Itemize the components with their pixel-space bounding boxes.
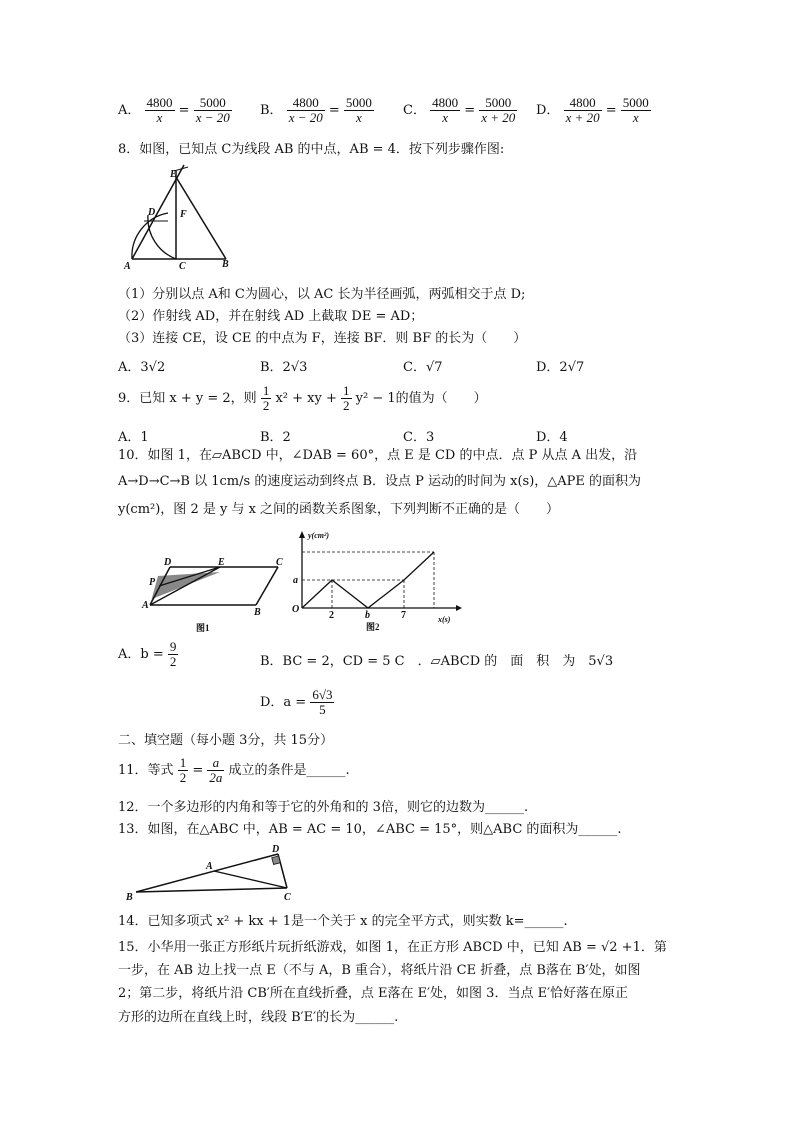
figure-caption: 图2 — [366, 622, 380, 632]
fraction — [564, 96, 602, 125]
q14: 14．已知多项式 x² + kx + 1是一个关于 x 的完全平方式，则实数 k=______. — [118, 914, 568, 929]
fraction — [145, 96, 175, 125]
q7-option-d: D． $\frac{4800}{x + 20}$ = $\frac{5000}{x}$ — [536, 95, 649, 125]
fraction — [344, 96, 374, 125]
q15-line4: 方形的边所在直线上时，线段 B′E′的长为______. — [118, 1010, 399, 1025]
q8-step1: （1）分别以点 A和 C为圆心，以 AC 长为半径画弧，两弧相交于点 D; — [118, 287, 526, 302]
q10-option-a — [118, 640, 178, 669]
q8-figure — [118, 163, 238, 275]
label-b: b — [365, 610, 370, 621]
numerator: 1 — [179, 755, 187, 770]
label-d: D — [164, 557, 172, 568]
fraction — [261, 384, 272, 413]
label-c: C — [179, 261, 186, 272]
section-heading: 二、填空题（每小题 3分，共 15分） — [118, 733, 334, 748]
fraction — [287, 96, 325, 125]
label-a: A — [206, 861, 213, 872]
numerator: 4800 — [564, 96, 602, 111]
label-p: P — [149, 577, 156, 588]
numerator: 9 — [169, 639, 177, 654]
denominator: x — [632, 110, 639, 125]
numerator: 5000 — [194, 96, 232, 111]
label-d: D — [272, 844, 280, 855]
denominator: 5 — [319, 702, 326, 717]
q11-tail: 成立的条件是______. — [228, 763, 350, 778]
label-c: C — [276, 557, 283, 568]
fraction — [621, 96, 651, 125]
q9-expr-b: y² − 1的值为（ ） — [355, 391, 487, 406]
option-label: D．a = — [260, 695, 307, 710]
y-axis-label: y(cm²) — [308, 531, 330, 540]
numerator: 5000 — [479, 96, 517, 111]
q10-line3: y(cm²)，图 2 是 y 与 x 之间的函数关系图象，下列判断不正确的是（ ） — [118, 502, 560, 517]
label-c: C — [284, 892, 291, 903]
q9-lead: 9．已知 x + y = 2，则 — [118, 391, 257, 406]
q9-option-b: B．2 — [260, 430, 291, 445]
numerator: 1 — [262, 383, 270, 398]
q8-stem: 8．如图，已知点 C为线段 AB 的中点，AB = 4．按下列步骤作图: — [118, 142, 505, 157]
q11-lead: 11．等式 — [118, 763, 174, 778]
q9-option-d: D．4 — [536, 430, 568, 445]
q15-line3: 2；第二步，将纸片沿 CB′所在直线折叠，点 E落在 E′处，如图 3．当点 E′恰好落在原正 — [118, 986, 629, 1001]
denominator: x — [442, 110, 448, 125]
label-f: F — [180, 209, 187, 220]
q9-expr-a: x² + xy + — [275, 391, 337, 406]
numerator: 4800 — [287, 96, 325, 111]
q10-figure-2 — [288, 530, 463, 632]
q8-option-c: C．√7 — [403, 360, 443, 375]
q8-step2: （2）作射线 AD，并在射线 AD 上截取 DE = AD； — [118, 309, 424, 324]
denominator: 2 — [343, 398, 350, 413]
fraction — [194, 96, 232, 125]
q7-option-a: A． $\frac{4800}{x}$ = $\frac{5000}{x - 20}$ — [118, 95, 230, 125]
q10-option-b: B．BC = 2，CD = 5 C ．▱ABCD 的 面 积 为 5√3 — [260, 654, 614, 669]
label-b: B — [254, 607, 261, 618]
option-label: D． — [536, 103, 560, 118]
q15-line1: 15．小华用一张正方形纸片玩折纸游戏，如图 1，在正方形 ABCD 中，已知 AB = √2 +1．第 — [118, 940, 667, 955]
label-a: A — [142, 600, 149, 611]
q15-line2: 一步，在 AB 边上找一点 E（不与 A，B 重合），将纸片沿 CE 折叠，点 B落在 B′处，如图 — [118, 963, 641, 978]
fraction — [430, 96, 460, 125]
denominator: x + 20 — [565, 110, 600, 125]
tick-7: 7 — [401, 610, 406, 621]
numerator: 1 — [343, 383, 350, 398]
label-e: E — [170, 169, 177, 180]
denominator: 2 — [179, 770, 187, 785]
label-d: D — [148, 207, 156, 218]
q10-option-d — [260, 688, 334, 717]
denominator: x + 20 — [481, 110, 516, 125]
q8-option-a: A．3√2 — [118, 360, 166, 375]
denominator: x − 20 — [195, 110, 230, 125]
q7-option-c: C． $\frac{4800}{x}$ = $\frac{5000}{x + 20}$ — [403, 95, 516, 125]
denominator: 2 — [262, 398, 270, 413]
option-label: B． — [260, 103, 283, 118]
denominator: x — [156, 110, 163, 125]
label-b: B — [126, 892, 133, 903]
option-label: C． — [403, 103, 426, 118]
denominator: 2a — [209, 770, 223, 785]
denominator: x — [356, 110, 362, 125]
tick-2: 2 — [329, 610, 334, 621]
option-label: A． — [118, 103, 141, 118]
numerator: 6√3 — [312, 687, 333, 702]
q8-option-b: B．2√3 — [260, 360, 308, 375]
q12: 12．一个多边形的内角和等于它的外角和的 3倍，则它的边数为______. — [118, 800, 529, 815]
q10-line1: 10．如图 1，在▱ABCD 中，∠DAB = 60°，点 E 是 CD 的中点．点 P 从点 A 出发，沿 — [118, 448, 638, 463]
numerator: 4800 — [432, 95, 459, 110]
q8-step3: （3）连接 CE，设 CE 的中点为 F，连接 BF．则 BF 的长为（ ） — [118, 331, 527, 346]
q9-option-c: C．3 — [403, 430, 435, 445]
q13-text: 13．如图，在△ABC 中，AB = AC = 10，∠ABC = 15°，则△ABC 的面积为______. — [118, 822, 622, 837]
q11: 11．等式 $\frac{1}{2}$ = $\frac{a}{2a}$ 成立的条件是______. — [118, 755, 350, 785]
option-label: A．b = — [118, 647, 164, 662]
label-o: O — [292, 604, 300, 615]
denominator: x − 20 — [288, 110, 323, 125]
label-a: A — [124, 261, 131, 272]
numerator: a — [207, 756, 224, 771]
fraction — [310, 688, 334, 717]
figure-caption: 图1 — [196, 623, 210, 633]
q13-figure — [122, 842, 297, 904]
q8-option-d: D．2√7 — [536, 360, 585, 375]
numerator: 5000 — [345, 95, 372, 110]
q9-stem — [118, 384, 487, 413]
x-axis-label: x(s) — [438, 615, 451, 624]
label-b: B — [222, 259, 229, 270]
fraction — [168, 640, 179, 669]
fraction — [479, 96, 517, 125]
fraction — [341, 384, 352, 413]
denominator: 2 — [169, 654, 177, 669]
fraction — [178, 756, 189, 785]
label-e: E — [218, 557, 225, 568]
label-a: a — [293, 575, 298, 586]
q9-option-a: A．1 — [118, 430, 149, 445]
q7-option-b: B． $\frac{4800}{x - 20}$ = $\frac{5000}{x}$ — [260, 95, 372, 125]
numerator: 5000 — [622, 95, 649, 110]
q10-line2: A→D→C→B 以 1cm/s 的速度运动到终点 B．设点 P 运动的时间为 x(s)，△APE 的面积为 — [118, 474, 642, 489]
q10-figure-1 — [140, 555, 290, 637]
numerator: 4800 — [146, 95, 173, 110]
fraction — [207, 756, 224, 785]
